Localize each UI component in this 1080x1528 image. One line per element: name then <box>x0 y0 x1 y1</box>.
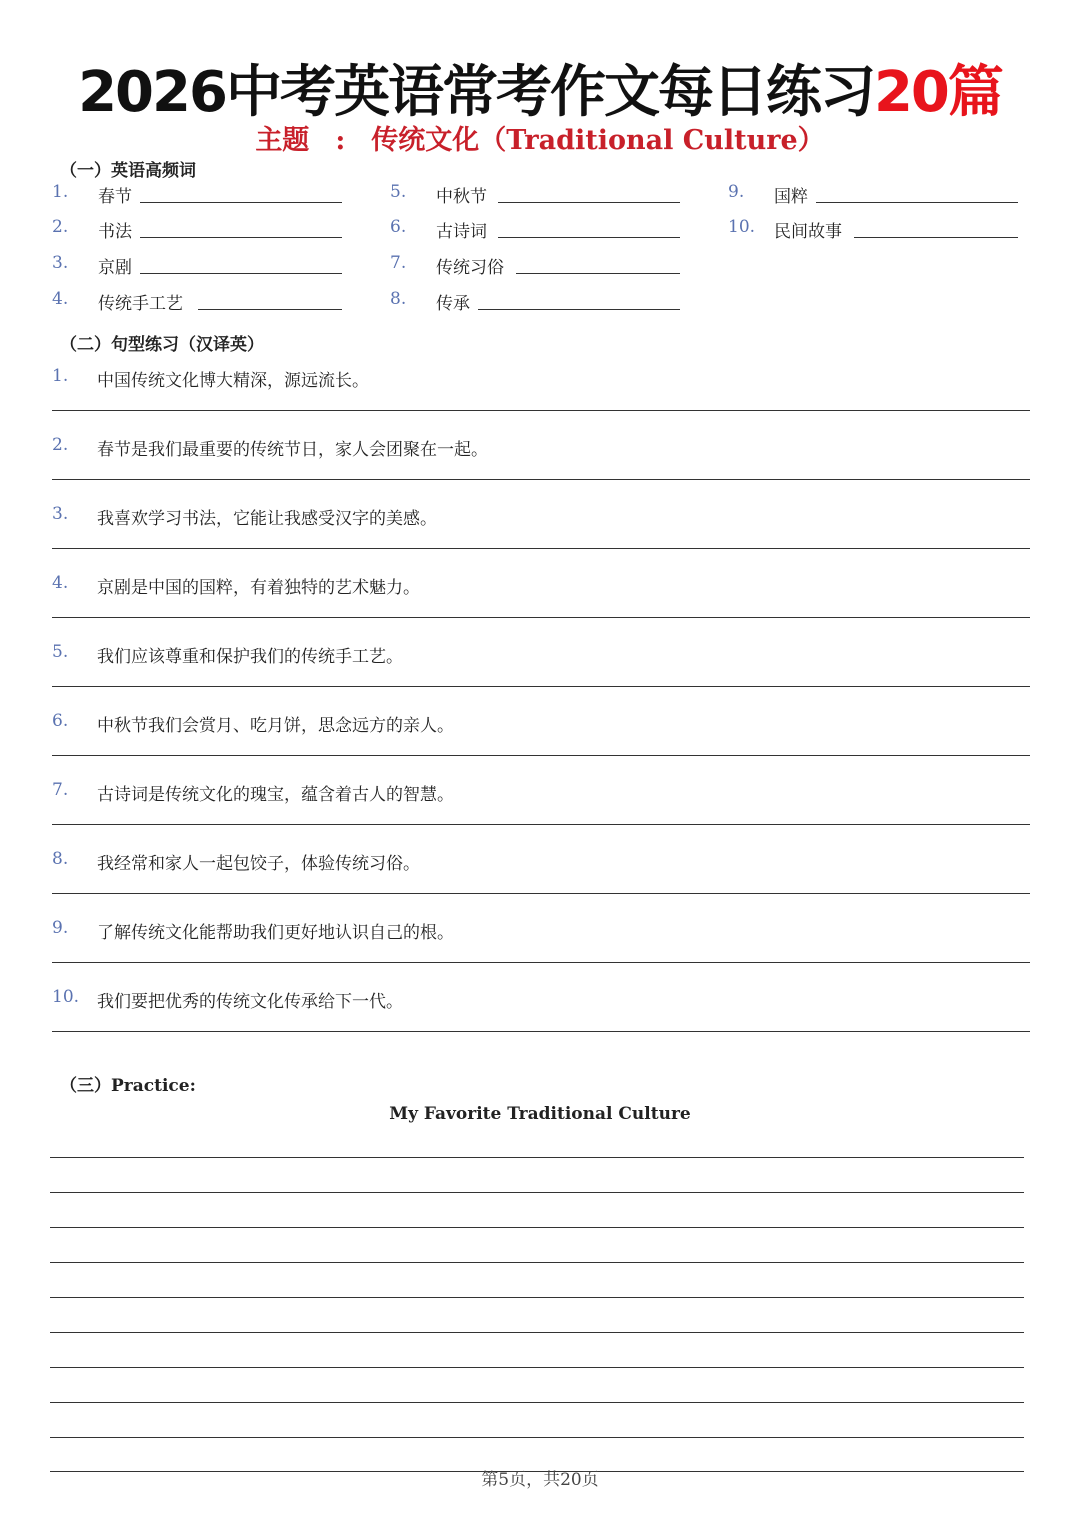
vocab-number: 2. <box>52 217 69 237</box>
vocab-word: 书法 <box>98 222 132 242</box>
sentence-number: 10. <box>52 987 80 1007</box>
writing-line[interactable] <box>50 1437 1024 1438</box>
sentence-item <box>52 504 1030 572</box>
writing-line[interactable] <box>50 1262 1024 1263</box>
sentence-number: 9. <box>52 918 69 938</box>
vocab-answer-blank[interactable] <box>816 202 1018 203</box>
section-translation-title: （二）句型练习（汉译英） <box>60 335 264 355</box>
sentence-text: 我喜欢学习书法，它能让我感受汉字的美感。 <box>97 509 437 529</box>
title-highlight: 20篇 <box>873 60 1002 125</box>
theme-line <box>0 118 1080 157</box>
theme-label: 主题 <box>255 125 310 156</box>
vocab-answer-blank[interactable] <box>498 202 680 203</box>
vocab-number: 1. <box>52 182 69 202</box>
writing-line[interactable] <box>50 1297 1024 1298</box>
vocab-number: 5. <box>390 182 407 202</box>
vocab-answer-blank[interactable] <box>140 202 342 203</box>
vocab-word: 京剧 <box>98 258 132 278</box>
writing-line[interactable] <box>50 1402 1024 1403</box>
sentence-text: 京剧是中国的国粹，有着独特的艺术魅力。 <box>97 578 420 598</box>
vocab-number: 8. <box>390 289 407 309</box>
vocab-item <box>52 253 342 277</box>
sentence-text: 中国传统文化博大精深，源远流长。 <box>97 371 369 391</box>
sentence-text: 了解传统文化能帮助我们更好地认识自己的根。 <box>97 923 454 943</box>
sentence-item <box>52 918 1030 986</box>
sentence-text: 中秋节我们会赏月、吃月饼，思念远方的亲人。 <box>97 716 454 736</box>
writing-line[interactable] <box>50 1332 1024 1333</box>
vocab-word: 春节 <box>98 187 132 207</box>
sentence-answer-line[interactable] <box>52 479 1030 480</box>
sentence-item <box>52 987 1030 1055</box>
page-title <box>0 48 1080 128</box>
sentence-answer-line[interactable] <box>52 962 1030 963</box>
sentence-text: 古诗词是传统文化的瑰宝，蕴含着古人的智慧。 <box>97 785 454 805</box>
vocab-answer-blank[interactable] <box>854 237 1018 238</box>
sentence-text: 我们要把优秀的传统文化传承给下一代。 <box>97 992 403 1012</box>
vocab-number: 3. <box>52 253 69 273</box>
writing-line[interactable] <box>50 1192 1024 1193</box>
sentence-answer-line[interactable] <box>52 548 1030 549</box>
vocab-item <box>52 217 342 241</box>
vocab-word: 古诗词 <box>436 222 487 242</box>
essay-title: My Favorite Traditional Culture <box>389 1104 691 1124</box>
vocab-item <box>52 182 342 206</box>
sentence-number: 7. <box>52 780 69 800</box>
vocab-item <box>390 217 680 241</box>
vocab-word: 中秋节 <box>436 187 487 207</box>
sentence-item <box>52 366 1030 434</box>
sentence-item <box>52 573 1030 641</box>
writing-line[interactable] <box>50 1227 1024 1228</box>
sentence-answer-line[interactable] <box>52 686 1030 687</box>
sentence-item <box>52 711 1030 779</box>
sentence-text: 春节是我们最重要的传统节日，家人会团聚在一起。 <box>97 440 488 460</box>
sentence-number: 4. <box>52 573 69 593</box>
sentence-number: 8. <box>52 849 69 869</box>
vocab-word: 传承 <box>436 294 470 314</box>
sentence-answer-line[interactable] <box>52 755 1030 756</box>
sentence-number: 5. <box>52 642 69 662</box>
vocab-word: 传统手工艺 <box>98 294 183 314</box>
title-main: 2026中考英语常考作文每日练习 <box>78 60 874 125</box>
vocab-item <box>52 289 342 313</box>
page-footer: 第5页，共20页 <box>481 1470 599 1490</box>
section-practice-title: （三）Practice: <box>60 1076 196 1096</box>
vocab-item <box>728 217 1018 241</box>
vocab-item <box>390 289 680 313</box>
sentence-number: 2. <box>52 435 69 455</box>
vocab-answer-blank[interactable] <box>140 273 342 274</box>
sentence-item <box>52 435 1030 503</box>
theme-separator: : <box>335 125 346 156</box>
vocab-answer-blank[interactable] <box>198 309 342 310</box>
sentence-answer-line[interactable] <box>52 893 1030 894</box>
vocab-number: 10. <box>728 217 756 237</box>
sentence-item <box>52 642 1030 710</box>
sentence-number: 3. <box>52 504 69 524</box>
vocab-item <box>390 182 680 206</box>
sentence-text: 我们应该尊重和保护我们的传统手工艺。 <box>97 647 403 667</box>
sentence-answer-line[interactable] <box>52 410 1030 411</box>
sentence-number: 1. <box>52 366 69 386</box>
sentence-item <box>52 780 1030 848</box>
theme-text: 传统文化（Traditional Culture） <box>371 125 825 156</box>
sentence-answer-line[interactable] <box>52 1031 1030 1032</box>
vocab-word: 民间故事 <box>774 222 842 242</box>
vocab-answer-blank[interactable] <box>140 237 342 238</box>
sentence-answer-line[interactable] <box>52 824 1030 825</box>
sentence-number: 6. <box>52 711 69 731</box>
vocab-answer-blank[interactable] <box>478 309 680 310</box>
sentence-answer-line[interactable] <box>52 617 1030 618</box>
vocab-item <box>390 253 680 277</box>
vocab-number: 6. <box>390 217 407 237</box>
vocab-item <box>728 182 1018 206</box>
sentence-item <box>52 849 1030 917</box>
vocab-answer-blank[interactable] <box>498 237 680 238</box>
section-vocabulary-title: （一）英语高频词 <box>60 161 196 181</box>
writing-line[interactable] <box>50 1157 1024 1158</box>
vocab-answer-blank[interactable] <box>516 273 680 274</box>
writing-line[interactable] <box>50 1367 1024 1368</box>
sentence-text: 我经常和家人一起包饺子，体验传统习俗。 <box>97 854 420 874</box>
vocab-word: 国粹 <box>774 187 808 207</box>
vocab-number: 9. <box>728 182 745 202</box>
vocab-number: 7. <box>390 253 407 273</box>
vocab-number: 4. <box>52 289 69 309</box>
vocab-word: 传统习俗 <box>436 258 504 278</box>
